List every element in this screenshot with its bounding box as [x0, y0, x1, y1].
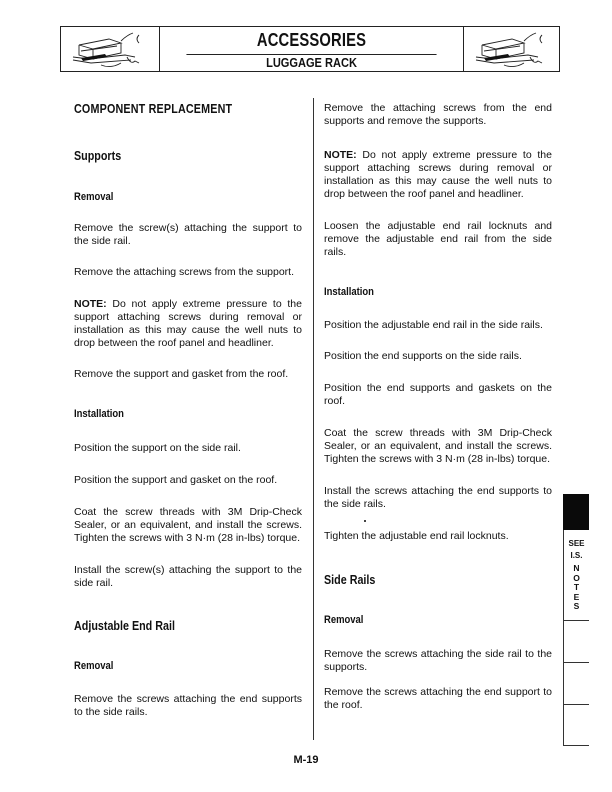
tab-divider: [563, 662, 589, 663]
step-text: Install the screw(s) attaching the support to the side rail.: [74, 564, 302, 589]
step-text: Position the end supports on the side rails.: [324, 350, 522, 362]
section-tab-marker: [563, 494, 589, 530]
step-text: Remove the attaching screws from the end supports and remove the supports.: [324, 102, 552, 127]
heading-installation: Installation: [324, 286, 374, 298]
step-text: Remove the screws attaching the side rail to the supports.: [324, 648, 552, 673]
step-text: Loosen the adjustable end rail locknuts and remove the adjustable end rail from the side rails.: [324, 220, 552, 258]
step-text: Remove the screws attaching the end supports to the side rails.: [74, 693, 302, 718]
note-text: Do not apply extreme pressure to the support attaching screws during removal or installation as this may cause the well nuts to drop between the roof panel and headliner.: [74, 298, 302, 349]
tab-letter: E: [573, 591, 580, 602]
tab-letter: N: [573, 563, 580, 573]
stray-mark: [364, 520, 366, 522]
step-text: Position the support and gasket on the roof.: [74, 474, 278, 486]
tab-letter: S: [573, 601, 580, 612]
subsection-heading-side-rails: Side Rails: [324, 573, 376, 587]
step-text: Coat the screw threads with 3M Drip-Check Sealer, or an equivalent, and install the screws. Tighten the screws with 3 N·m (28 in-lbs) torque.: [74, 506, 302, 544]
step-text: Install the screws attaching the end supports to the side rails.: [324, 485, 552, 510]
column-divider: [313, 98, 314, 740]
page-number: M-19: [293, 754, 319, 766]
step-text: Position the support on the side rail.: [74, 442, 241, 454]
tab-border: [563, 530, 564, 745]
tab-label-notes: [564, 564, 589, 612]
heading-removal: Removal: [74, 191, 114, 203]
step-text: Tighten the adjustable end rail locknuts.: [324, 530, 509, 542]
luggage-rack-vehicle-icon: [463, 27, 559, 71]
page-title: ACCESSORIES: [186, 27, 436, 55]
step-text: Remove the screws attaching the end support to the roof.: [324, 686, 552, 711]
tab-letter: T: [573, 582, 580, 593]
note-label: NOTE:: [324, 149, 357, 161]
step-text: Remove the screw(s) attaching the support to the side rail.: [74, 222, 302, 247]
step-text: Coat the screw threads with 3M Drip-Check Sealer, or an equivalent, and install the screws. Tighten the screws with 3 N·m (28 in-lbs) torque.: [324, 427, 552, 465]
step-text: Position the adjustable end rail in the side rails.: [324, 319, 543, 331]
step-text: Remove the support and gasket from the roof.: [74, 368, 289, 380]
heading-installation: Installation: [74, 408, 124, 420]
section-title: COMPONENT REPLACEMENT: [74, 102, 233, 116]
tab-label-is: I.S.: [570, 551, 583, 560]
note-label: NOTE:: [74, 298, 107, 310]
page-subtitle: LUGGAGE RACK: [266, 55, 357, 70]
note-paragraph: [74, 298, 302, 350]
tab-letter: O: [573, 572, 580, 583]
heading-removal: Removal: [324, 614, 364, 626]
note-text: Do not apply extreme pressure to the support attaching screws during removal or installation as this may cause the well nuts to drop between the roof panel and headliner.: [324, 149, 552, 200]
step-text: Position the end supports and gaskets on the roof.: [324, 382, 552, 407]
luggage-rack-vehicle-icon: [61, 27, 160, 71]
subsection-heading-supports: Supports: [74, 149, 122, 163]
tab-divider: [563, 704, 589, 705]
tab-divider: [563, 620, 589, 621]
heading-removal: Removal: [74, 660, 114, 672]
subsection-heading-adjustable-end-rail: Adjustable End Rail: [74, 619, 175, 633]
step-text: Remove the attaching screws from the support.: [74, 266, 295, 278]
tab-divider: [563, 745, 589, 746]
note-paragraph: [324, 149, 552, 201]
tab-label-see: SEE: [568, 539, 585, 548]
page-header: [60, 26, 560, 72]
